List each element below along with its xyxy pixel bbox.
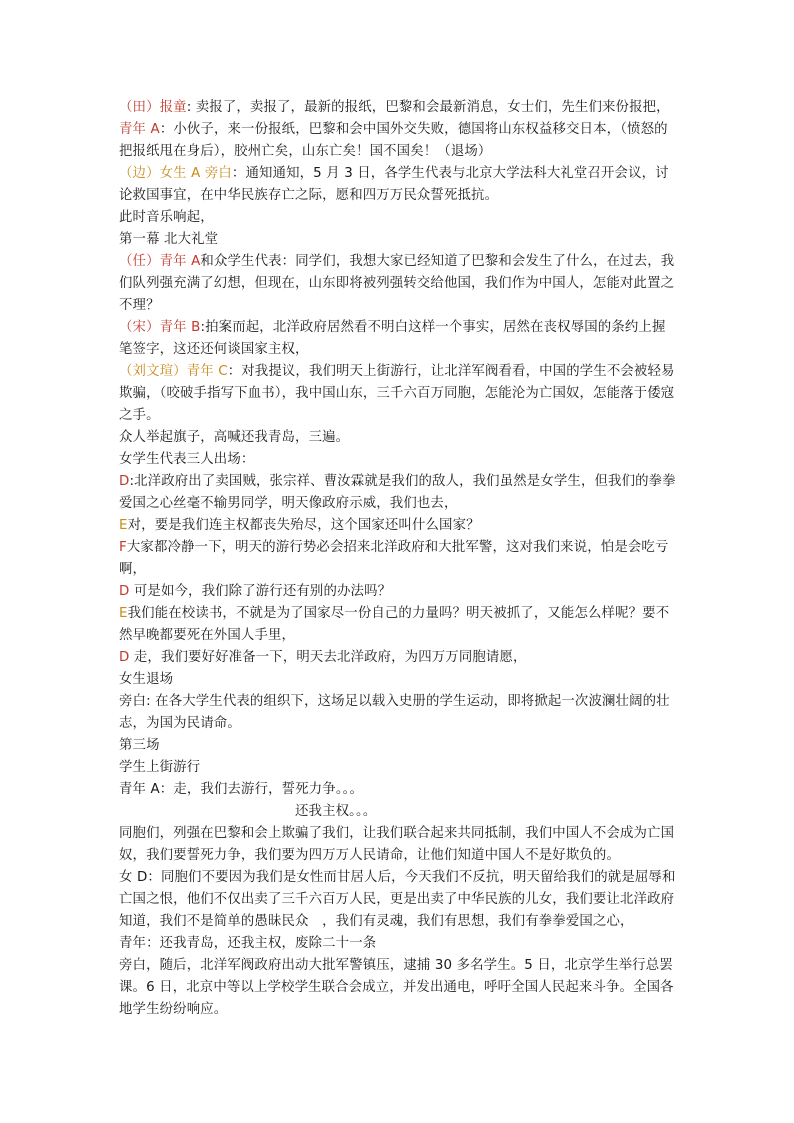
dialogue-text: ：通知通知，5 月 3 日，各学生代表与北京大学法科大礼堂召开会议，讨论救国事宜，在中华民族存亡之际，愿和四万万民众誓死抵抗。 xyxy=(119,166,669,203)
script-paragraph xyxy=(119,537,679,581)
dialogue-text: 青年：还我青岛，还我主权，废除二十一条 xyxy=(119,936,377,951)
dialogue-text: ：对我提议，我们明天上街游行，让北洋军阀看看，中国的学生不会被轻易欺骗，（咬破手指写下血书），我中国山东，三千六百万同胞，怎能沦为亡国奴，怎能落于倭寇之手。 xyxy=(119,364,675,423)
script-paragraph xyxy=(119,317,679,361)
dialogue-text: 同胞们，列强在巴黎和会上欺骗了我们，让我们联合起来共同抵制，我们中国人不会成为亡国奴，我们要誓死力争，我们要为四万万人民请命，让他们知道中国人不是好欺负的。 xyxy=(119,826,675,863)
script-paragraph xyxy=(119,735,679,757)
script-paragraph xyxy=(119,955,679,1021)
dialogue-text: ：小伙子，来一份报纸，巴黎和会中国外交失败，德国将山东权益移交日本，（愤怒的把报纸甩在身后），胶州亡矣，山东亡矣！国不国矣！（退场） xyxy=(119,122,668,159)
dialogue-text: 和众学生代表：同学们，我想大家已经知道了巴黎和会发生了什么，在过去，我们队列强充满了幻想，但现在，山东即将被列强转交给他国，我们作为中国人，怎能对此置之不理？ xyxy=(119,254,675,313)
script-paragraph xyxy=(119,581,679,603)
script-paragraph xyxy=(119,801,679,823)
script-paragraph xyxy=(119,603,679,647)
script-paragraph xyxy=(119,471,679,515)
script-paragraph xyxy=(119,427,679,449)
dialogue-text: 可是如今，我们除了游行还有别的办法吗？ xyxy=(129,584,392,599)
speaker-label: D xyxy=(119,474,130,489)
dialogue-text: 大家都冷静一下，明天的游行势必会招来北洋政府和大批军警，这对我们来说，怕是会吃亏啊， xyxy=(119,540,669,577)
dialogue-text: 旁白，随后，北洋军阀政府出动大批军警镇压，逮捕 30 多名学生。5 日，北京学生举行总罢课。6 日，北京中等以上学校学生联合会成立，并发出通电，呼吁全国人民起来斗争。全国各地学生纷纷响应。 xyxy=(119,958,674,1017)
script-paragraph xyxy=(119,669,679,691)
script-paragraph xyxy=(119,449,679,471)
script-paragraph xyxy=(119,251,679,317)
speaker-label: E xyxy=(119,606,128,621)
script-paragraph xyxy=(119,97,679,119)
script-paragraph xyxy=(119,647,679,669)
script-paragraph xyxy=(119,361,679,427)
dialogue-text: 女学生代表三人出场： xyxy=(119,452,255,467)
speaker-label: 青年 A xyxy=(119,122,160,137)
dialogue-text: 第一幕 北大礼堂 xyxy=(119,232,219,247)
script-paragraph xyxy=(119,207,679,229)
script-body xyxy=(119,97,679,1021)
script-paragraph xyxy=(119,779,679,801)
dialogue-text: 众人举起旗子，高喊还我青岛，三遍。 xyxy=(119,430,350,445)
dialogue-text: : 卖报了，卖报了，最新的报纸，巴黎和会最新消息，女士们，先生们来份报把， xyxy=(186,100,670,115)
dialogue-text: 青年 A：走，我们去游行，誓死力争。。。 xyxy=(119,782,364,797)
speaker-label: （田）报童 xyxy=(119,100,187,115)
dialogue-text: 学生上街游行 xyxy=(119,760,201,775)
script-paragraph xyxy=(119,823,679,867)
dialogue-text: 对，要是我们连主权都丧失殆尽，这个国家还叫什么国家？ xyxy=(127,518,480,533)
dialogue-text: 女 D：同胞们不要因为我们是女性而甘居人后，今天我们不反抗，明天留给我们的就是屈辱和亡国之恨，他们不仅出卖了三千六百万人民，更是出卖了中华民族的儿女，我们要让北洋政府知道，我们不是简单的愚昧民众 ，我们有灵魂，我们有思想，我们有拳拳爱国之心， xyxy=(119,870,676,929)
dialogue-text: 我们能在校读书，不就是为了国家尽一份自己的力量吗？明天被抓了，又能怎么样呢？要不然早晚都要死在外国人手里， xyxy=(119,606,670,643)
script-paragraph xyxy=(119,867,679,933)
dialogue-text: 此时音乐响起， xyxy=(119,210,214,225)
dialogue-text: 还我主权。。。 xyxy=(295,804,377,819)
speaker-label: （宋）青年 B xyxy=(119,320,201,335)
script-paragraph xyxy=(119,515,679,537)
script-paragraph xyxy=(119,119,679,163)
script-paragraph xyxy=(119,933,679,955)
speaker-label: D xyxy=(119,584,130,599)
speaker-label: （刘文瑄）青年 C xyxy=(119,364,228,379)
speaker-label: E xyxy=(119,518,128,533)
dialogue-text: 第三场 xyxy=(119,738,160,753)
dialogue-text: :北洋政府出了卖国贼，张宗祥、曹汝霖就是我们的敌人，我们虽然是女学生，但我们的拳拳爱国之心丝毫不输男同学，明天像政府示威，我们也去， xyxy=(119,474,676,511)
script-paragraph xyxy=(119,163,679,207)
dialogue-text: :拍案而起，北洋政府居然看不明白这样一个事实，居然在丧权辱国的条约上握笔签字，这还还何谈国家主权， xyxy=(119,320,666,357)
script-paragraph xyxy=(119,691,679,735)
speaker-label: F xyxy=(119,540,127,555)
speaker-label: （任）青年 A xyxy=(119,254,201,269)
dialogue-text: 旁白: 在各大学生代表的组织下，这场足以载入史册的学生运动，即将掀起一次波澜壮阔的壮志，为国为民请命。 xyxy=(119,694,670,731)
speaker-label: （边）女生 A 旁白 xyxy=(119,166,232,181)
dialogue-text: 女生退场 xyxy=(119,672,174,687)
speaker-label: D xyxy=(119,650,130,665)
dialogue-text: 走，我们要好好准备一下，明天去北洋政府，为四万万同胞请愿， xyxy=(129,650,527,665)
script-paragraph xyxy=(119,757,679,779)
script-paragraph xyxy=(119,229,679,251)
